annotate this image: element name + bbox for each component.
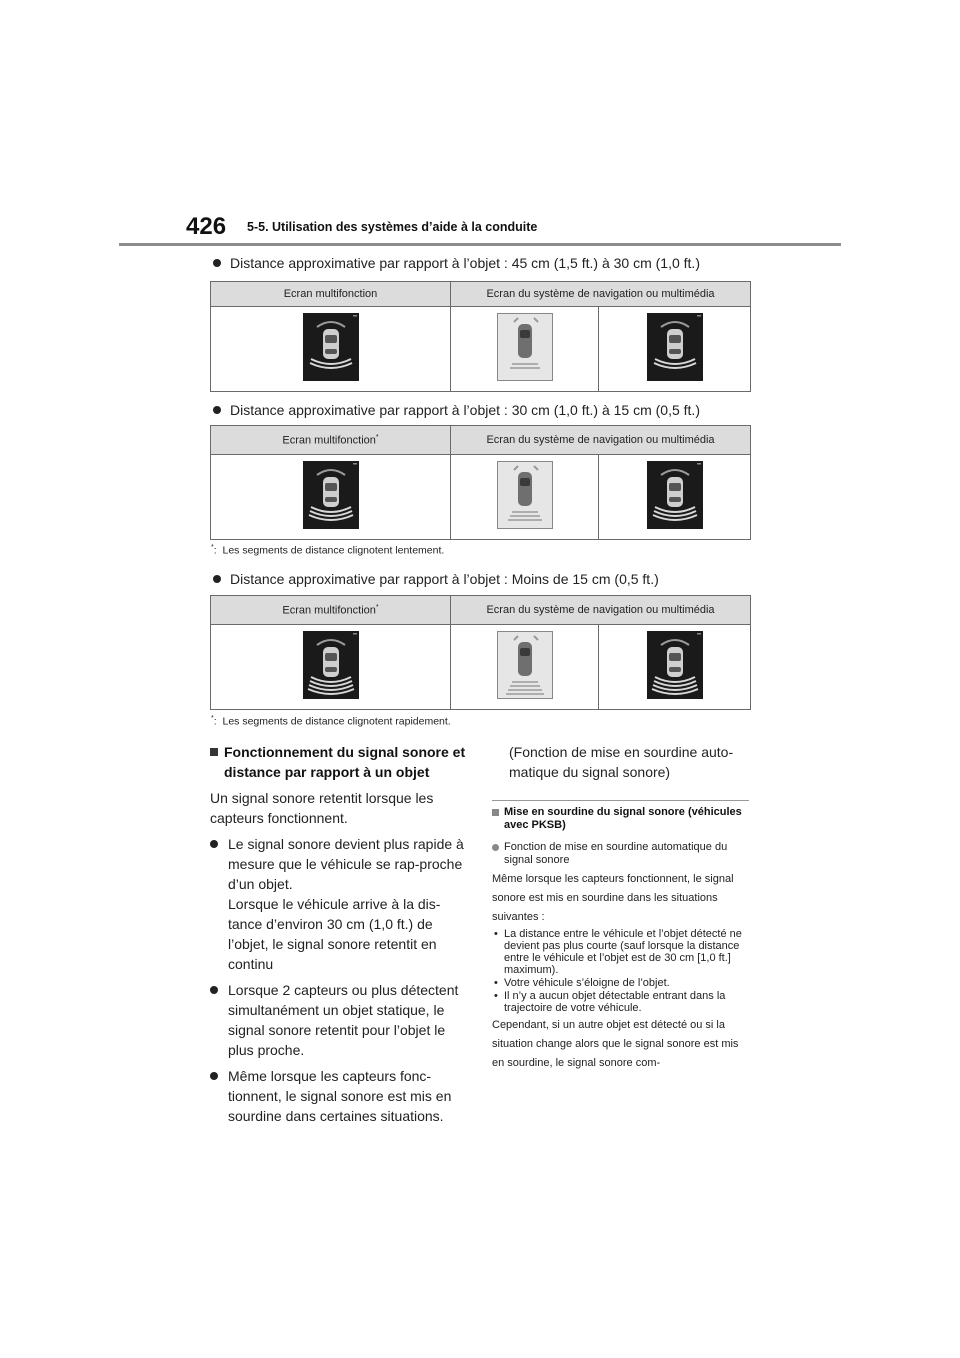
right-list (492, 928, 749, 1014)
navigation-screen-image (497, 461, 553, 529)
block3-footnote: *: Les segments de distance clignotent rapidement. (211, 715, 451, 728)
list-item: • Votre véhicule s’éloigne de l’objet. (494, 977, 670, 989)
multimedia-screen-image (647, 461, 703, 529)
col-header-navigation: Ecran du système de navigation ou multimédia (451, 596, 751, 625)
page-number: 426 (186, 213, 227, 240)
right-subheading: Fonction de mise en sourdine automatique du signal sonore (492, 841, 749, 867)
left-column (210, 742, 470, 1126)
multifunction-screen-image (303, 631, 359, 699)
block1-table (210, 281, 751, 392)
block3-table (210, 595, 751, 710)
navigation-screen-image (497, 631, 553, 699)
col-header-multifunction: Ecran multifonction (211, 282, 451, 307)
list-item: • Il n’y a aucun objet détectable entrant dans la trajectoire de votre véhicule. (494, 990, 726, 1014)
right-column (492, 806, 749, 1073)
col-header-navigation: Ecran du système de navigation ou multimédia (451, 282, 751, 307)
navigation-screen-image (497, 313, 553, 381)
left-bullet-3: Même lorsque les capteurs fonc-tionnent, le signal sonore est mis en sourdine dans certaines situations. (210, 1066, 470, 1126)
list-item: • La distance entre le véhicule et l’objet détecté ne devient pas plus courte (sauf lorsque la distance entre le véhicule et l’objet est de 30 cm [1,0 ft.] maximum). (494, 928, 742, 976)
square-bullet-icon (492, 809, 499, 816)
col-header-multifunction: Ecran multifonction* (211, 596, 451, 625)
multimedia-screen-image (647, 631, 703, 699)
multifunction-screen-image (303, 461, 359, 529)
block1-caption: Distance approximative par rapport à l’objet : 45 cm (1,5 ft.) à 30 cm (1,0 ft.) (213, 255, 700, 271)
header-rule (119, 243, 841, 246)
right-column-rule (492, 800, 749, 801)
left-intro: Un signal sonore retentit lorsque les capteurs fonctionnent. (210, 790, 434, 826)
bullet-icon (213, 575, 221, 583)
block2-footnote: *: Les segments de distance clignotent lentement. (211, 544, 445, 557)
bullet-icon (492, 844, 499, 851)
bullet-icon (210, 1072, 218, 1080)
multifunction-screen-image (303, 313, 359, 381)
block3-caption: Distance approximative par rapport à l’objet : Moins de 15 cm (0,5 ft.) (213, 571, 659, 587)
col-header-multifunction: Ecran multifonction* (211, 426, 451, 455)
bullet-icon (210, 986, 218, 994)
block2-caption: Distance approximative par rapport à l’objet : 30 cm (1,0 ft.) à 15 cm (0,5 ft.) (213, 402, 700, 418)
right-continuation: (Fonction de mise en sourdine auto-matique du signal sonore) (509, 744, 734, 780)
block2-table (210, 425, 751, 540)
square-bullet-icon (210, 748, 218, 756)
left-bullet-2: Lorsque 2 capteurs ou plus détectent simultanément un objet statique, le signal sonore retentit pour l’objet le plus proche. (210, 980, 470, 1060)
col-header-navigation: Ecran du système de navigation ou multimédia (451, 426, 751, 455)
right-para-1: Même lorsque les capteurs fonctionnent, le signal sonore est mis en sourdine dans les situations suivantes : (492, 873, 734, 923)
bullet-icon (210, 840, 218, 848)
left-heading: Fonctionnement du signal sonore et distance par rapport à un objet (210, 742, 470, 782)
section-title: 5-5. Utilisation des systèmes d’aide à la conduite (247, 220, 538, 234)
multimedia-screen-image (647, 313, 703, 381)
left-bullet-1: Le signal sonore devient plus rapide à mesure que le véhicule se rap-proche d’un objet. Lorsque le véhicule arrive à la dis-tance d’environ 30 cm (1,0 ft.) de l’objet, le signal sonore retentit en continu (210, 834, 470, 974)
right-para-2: Cependant, si un autre objet est détecté ou si la situation change alors que le signal sonore est mis en sourdine, le signal sonore com- (492, 1019, 739, 1069)
right-heading: Mise en sourdine du signal sonore (véhicules avec PKSB) (492, 806, 749, 832)
bullet-icon (213, 259, 221, 267)
bullet-icon (213, 406, 221, 414)
